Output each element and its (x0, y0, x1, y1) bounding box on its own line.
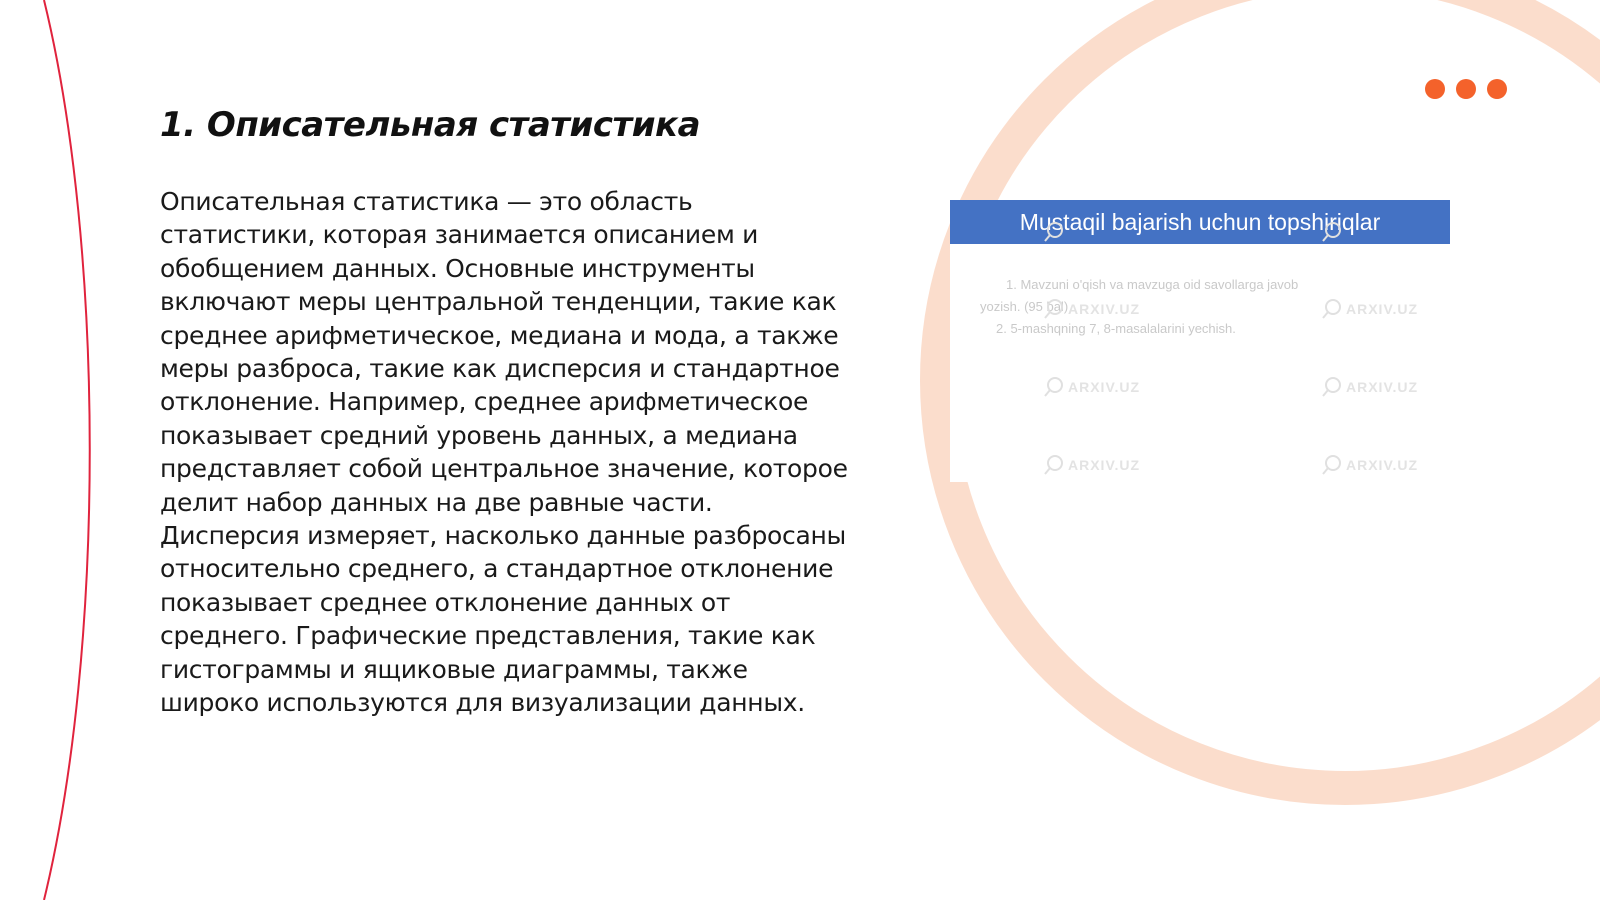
slide-thumbnail-image (950, 200, 1450, 482)
magnifier-icon (1320, 220, 1344, 244)
dot (1487, 79, 1507, 99)
thumbnail-task-line: 1. Mavzuni o'qish va mavzuga oid savollarga javob (1006, 277, 1299, 292)
watermark-text: ARXIV.UZ (1346, 301, 1419, 317)
watermark (1320, 453, 1418, 477)
watermark-text: ARXIV.UZ (1346, 457, 1419, 473)
magnifier-icon (1042, 297, 1066, 321)
watermark (1042, 297, 1140, 321)
slide-title: 1. Описательная статистика (160, 105, 701, 145)
magnifier-icon (1320, 375, 1344, 399)
watermark-text: ARXIV.UZ (1346, 379, 1419, 395)
dot (1456, 79, 1476, 99)
watermark (1320, 220, 1344, 244)
magnifier-icon (1320, 297, 1344, 321)
watermark (1042, 453, 1140, 477)
slide-body-text: Описательная статистика — это область статистики, которая занимается описанием и обобщением данных. Основные инструменты включают меры центральной тенденции, такие как среднее арифметическое, медиана и мода, а также меры разброса, такие как дисперсия и стандартное отклонение. Например, среднее арифметическое показывает средний уровень данных, а медиана представляет собой центральное значение, которое делит набор данных на две равные части. Дисперсия измеряет, насколько данные разбросаны относительно среднего, а стандартное отклонение показывает среднее отклонение данных от среднего. Графические представления, такие как гистограммы и ящиковые диаграммы, также широко используются для визуализации данных. (160, 187, 848, 718)
dot (1425, 79, 1445, 99)
watermark (1320, 375, 1418, 399)
watermark-text: ARXIV.UZ (1068, 457, 1141, 473)
thumbnail-header: Mustaqil bajarish uchun topshiriqlar (950, 200, 1450, 244)
watermark (1320, 297, 1418, 321)
menu-dots-icon (1425, 79, 1507, 99)
thumbnail-task-line: yozish. (95 bal) (980, 299, 1069, 314)
watermark (1042, 220, 1066, 244)
magnifier-icon (1042, 375, 1066, 399)
magnifier-icon (1042, 453, 1066, 477)
watermark-text: ARXIV.UZ (1068, 301, 1141, 317)
watermark-text: ARXIV.UZ (1068, 379, 1141, 395)
watermark (1042, 375, 1140, 399)
magnifier-icon (1042, 220, 1066, 244)
magnifier-icon (1320, 453, 1344, 477)
thumbnail-task-line: 2. 5-mashqning 7, 8-masalalarini yechish. (996, 321, 1236, 336)
